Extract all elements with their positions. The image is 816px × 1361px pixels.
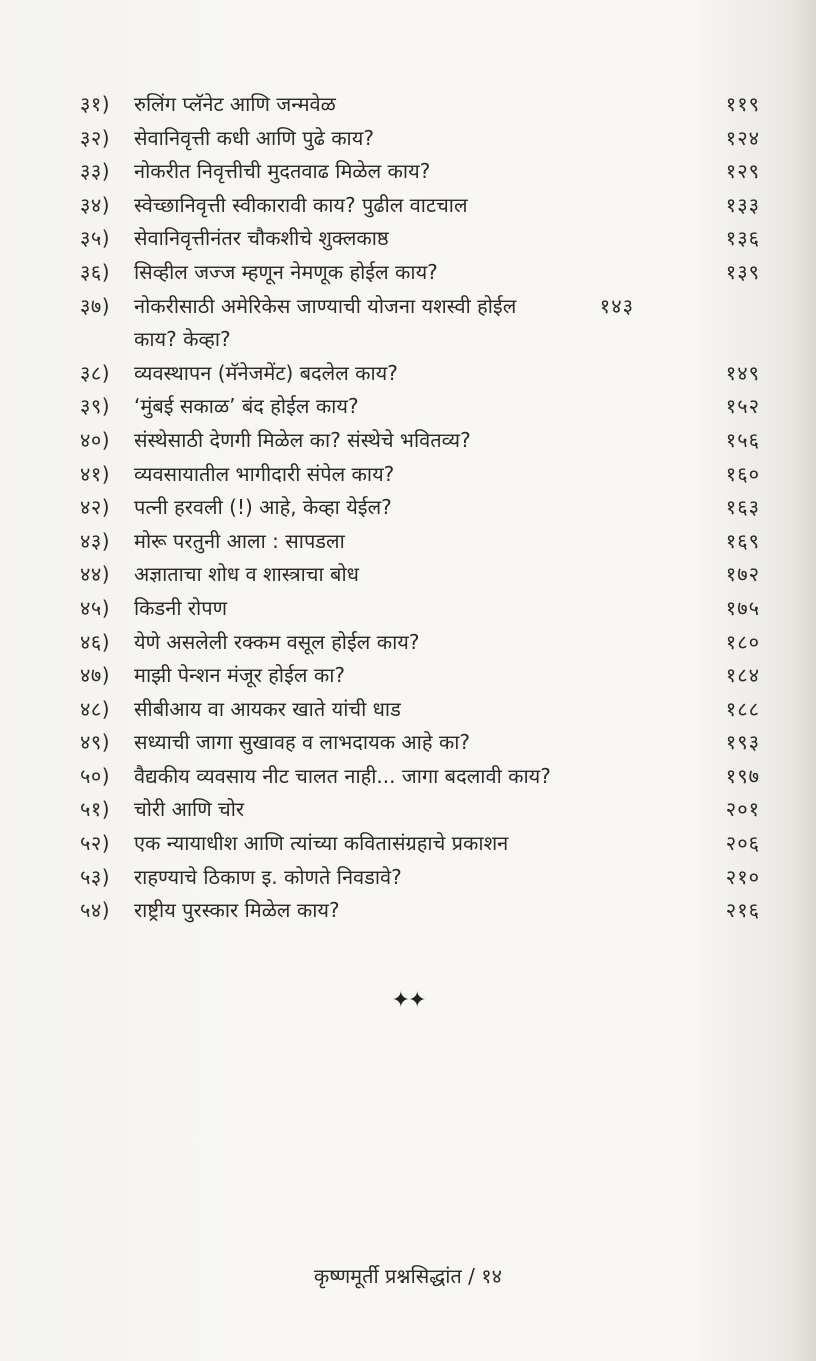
entry-title: राष्ट्रीय पुरस्कार मिळेल काय? (134, 898, 340, 923)
entry-number: ३४) (80, 192, 111, 217)
toc-entry (80, 760, 760, 794)
entry-number: ४२) (80, 495, 111, 520)
toc-entry (80, 491, 760, 525)
toc-entry (80, 693, 760, 727)
entry-page: १४३ (599, 293, 634, 318)
entry-title: पत्नी हरवली (!) आहे, केव्हा येईल? (134, 495, 392, 520)
entry-number: ५२) (80, 831, 111, 856)
entry-title: किडनी रोपण (134, 595, 228, 620)
toc-entry (80, 525, 760, 559)
entry-title: व्यवसायातील भागीदारी संपेल काय? (134, 461, 395, 486)
entry-title: सेवानिवृत्तीनंतर चौकशीचे शुक्लकाष्ठ (134, 226, 389, 251)
entry-title: संस्थेसाठी देणगी मिळेल का? संस्थेचे भवितव्य? (134, 427, 471, 452)
entry-page: २०६ (725, 831, 760, 856)
entry-number: ४६) (80, 629, 111, 654)
entry-number: ३८) (80, 360, 111, 385)
toc-entry (80, 424, 760, 458)
entry-title: रुलिंग प्लॅनेट आणि जन्मवेळ (134, 92, 336, 116)
entry-page: १५२ (725, 394, 760, 419)
toc-entry (80, 222, 760, 256)
toc-entry (80, 88, 760, 122)
entry-page: १६३ (725, 495, 760, 520)
entry-title: येणे असलेली रक्कम वसूल होईल काय? (134, 629, 420, 654)
toc-entry (80, 659, 760, 693)
entry-page: १८० (725, 629, 760, 654)
entry-number: ५४) (80, 898, 111, 923)
entry-title: सेवानिवृत्ती कधी आणि पुढे काय? (134, 125, 374, 150)
entry-number: ३९) (80, 394, 111, 419)
entry-number: ४७) (80, 663, 111, 688)
page-footer: कृष्णमूर्ती प्रश्नसिद्धांत / १४ (313, 1264, 503, 1288)
entry-number: ३१) (80, 92, 111, 116)
toc-entry (80, 726, 760, 760)
toc-entry (80, 357, 760, 391)
entry-number: ४८) (80, 696, 111, 721)
toc-entry (80, 458, 760, 492)
entry-page: १६० (725, 461, 760, 486)
entry-title: नोकरीत निवृत्तीची मुदतवाढ मिळेल काय? (134, 159, 431, 184)
section-ornament: ✦✦ (391, 988, 425, 1013)
entry-number: ४४) (80, 562, 111, 587)
entry-number: ४१) (80, 461, 111, 486)
entry-page: १९३ (725, 730, 760, 755)
entry-number: ३२) (80, 125, 111, 150)
entry-number: ४९) (80, 730, 111, 755)
entry-title: सिव्हील जज्ज म्हणून नेमणूक होईल काय? (134, 259, 438, 284)
entry-number: ३६) (80, 259, 111, 284)
entry-page: १४९ (725, 360, 760, 385)
entry-page: १८४ (725, 663, 760, 688)
entry-number: ५०) (80, 763, 111, 788)
entry-title: नोकरीसाठी अमेरिकेस जाण्याची योजना यशस्वी होईल काय? केव्हा? (134, 293, 517, 352)
toc-entry (80, 290, 760, 357)
toc-entry (80, 861, 760, 895)
entry-number: ३३) (80, 159, 111, 184)
toc-entry (80, 793, 760, 827)
entry-title: वैद्यकीय व्यवसाय नीट चालत नाही... जागा बदलावी काय? (134, 763, 551, 788)
toc-entry (80, 592, 760, 626)
toc-entry (80, 626, 760, 660)
entry-title: माझी पेन्शन मंजूर होईल का? (134, 663, 346, 688)
entry-title: स्वेच्छानिवृत्ती स्वीकारावी काय? पुढील वाटचाल (134, 192, 468, 217)
entry-page: १३३ (725, 192, 760, 217)
entry-page: १३९ (725, 259, 760, 284)
toc-entry (80, 122, 760, 156)
toc-entry (80, 827, 760, 861)
entry-title: सीबीआय वा आयकर खाते यांची धाड (134, 696, 401, 721)
entry-page: १७२ (725, 562, 760, 587)
toc-entry (80, 155, 760, 189)
entry-title: सध्याची जागा सुखावह व लाभदायक आहे का? (134, 730, 470, 755)
toc-entry (80, 189, 760, 223)
entry-title: राहण्याचे ठिकाण इ. कोणते निवडावे? (134, 864, 402, 889)
entry-page: २०१ (725, 797, 760, 822)
entry-number: ५३) (80, 864, 111, 889)
entry-page: १८८ (725, 696, 760, 721)
entry-page: २१० (725, 864, 760, 889)
entry-page: ११९ (725, 92, 760, 116)
entry-number: ३७) (80, 293, 111, 318)
entry-page: १५६ (725, 427, 760, 452)
entry-page: २१६ (725, 898, 760, 923)
entry-number: ३५) (80, 226, 111, 251)
entry-title: चोरी आणि चोर (134, 797, 245, 822)
entry-page: १९७ (725, 763, 760, 788)
toc-entry (80, 256, 760, 290)
entry-title: एक न्यायाधीश आणि त्यांच्या कवितासंग्रहाचे प्रकाशन (134, 831, 509, 856)
toc-entry (80, 390, 760, 424)
toc-entry (80, 558, 760, 592)
entry-title: मोरू परतुनी आला : सापडला (134, 528, 345, 553)
entry-title: अज्ञाताचा शोध व शास्त्राचा बोध (134, 562, 359, 587)
entry-page: १३६ (725, 226, 760, 251)
entry-page: १२४ (725, 125, 760, 150)
entry-number: ४०) (80, 427, 111, 452)
entry-page: १७५ (725, 595, 760, 620)
entry-page: १२९ (725, 159, 760, 184)
entry-title: ‘मुंबई सकाळ’ बंद होईल काय? (134, 394, 359, 419)
table-of-contents (80, 88, 760, 928)
toc-entry (80, 894, 760, 928)
entry-title: व्यवस्थापन (मॅनेजमेंट) बदलेल काय? (134, 360, 398, 385)
entry-number: ४५) (80, 595, 111, 620)
entry-number: ४३) (80, 528, 111, 553)
entry-number: ५१) (80, 797, 111, 822)
entry-page: १६९ (725, 528, 760, 553)
